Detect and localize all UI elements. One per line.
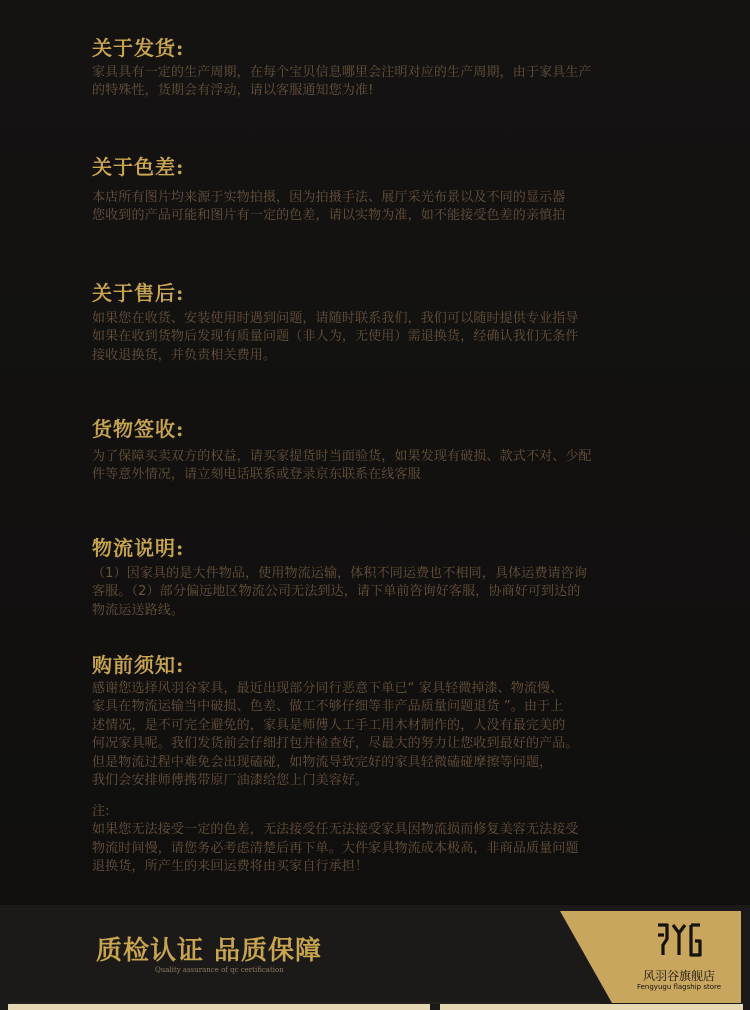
banner-title: 质检认证 品质保障 (96, 936, 323, 966)
body-line: 家具在物流运输当中破损、色差、做工不够仔细等非产品质量问题退货 ”。由于上 (92, 699, 564, 715)
body-line: 的特殊性，货期会有浮动，请以客服通知您为准! (92, 83, 374, 99)
body-line: 感谢您选择风羽谷家具，最近出现部分同行恶意下单已“ 家具轻微掉漆、物流慢、 (92, 681, 564, 696)
section-body (92, 189, 682, 226)
note-label: 注: (92, 804, 110, 819)
body-line: 何况家具呢。我们发货前会仔细打包并检查好，尽最大的努力让您收到最好的产品。 (92, 736, 579, 752)
brand-name: 风羽谷旗舰店 (642, 969, 715, 983)
section-heading: 关于色差: (92, 155, 185, 179)
section-body (92, 64, 682, 101)
banner-subtitle: Quality assurance of qc certification (155, 966, 284, 974)
body-line: 物流运送路线。 (92, 602, 185, 618)
body-line: 如果在收到货物后发现有质量问题（非人为，无使用）需退换货，经确认我们无条件 (92, 329, 579, 345)
section-heading: 货物签收: (92, 417, 185, 441)
body-line: 为了保障买卖双方的权益，请买家提货时当面验货，如果发现有破损、款式不对、少配 (92, 449, 592, 464)
body-line: 本店所有图片均来源于实物拍摄，因为拍摄手法、展厅采光布景以及不同的显示器 (92, 190, 566, 205)
body-line: （1）因家具的是大件物品，使用物流运输，体积不同运费也不相同，具体运费请咨询 (92, 566, 587, 581)
section-body (92, 448, 682, 485)
section-heading: 物流说明: (92, 536, 185, 560)
body-line: 件等意外情况，请立刻电话联系或登录京东联系在线客服 (92, 467, 421, 483)
note-body (92, 803, 682, 877)
note-line: 如果您无法接受一定的色差，无法接受任无法接受家具因物流损而修复美容无法接受 (92, 822, 579, 838)
note-line: 退换货，所产生的来回运费将由买家自行承担！ (92, 859, 369, 875)
body-line: 我们会安排师傅携带原厂油漆给您上门美容好。 (92, 773, 369, 789)
quality-banner (0, 905, 750, 1010)
body-line: 您收到的产品可能和图片有一定的色差，请以实物为准，如不能接受色差的亲慎拍 (92, 208, 566, 224)
section-heading: 关于发货: (92, 36, 185, 60)
section-body (92, 565, 682, 620)
section-heading: 购前须知: (92, 653, 185, 677)
body-line: 客服。（2）部分偏远地区物流公司无法到达，请下单前咨询好客服，协商好可到达的 (92, 584, 581, 600)
note-line: 物流时间慢，请您务必考虑清楚后再下单。大件家具物流成本极高，非商品质量问题 (92, 840, 579, 856)
body-line: 但是物流过程中难免会出现磕碰，如物流导致完好的家具轻微磕碰摩擦等问题， (92, 754, 553, 770)
product-image-strip-right (440, 1004, 743, 1010)
body-line: 家具具有一定的生产周期，在每个宝贝信息哪里会注明对应的生产周期，由于家具生产 (92, 65, 592, 80)
product-image-strip-left (8, 1004, 430, 1010)
section-heading: 关于售后: (92, 281, 185, 305)
body-line: 如果您在收货、安装使用时遇到问题，请随时联系我们，我们可以随时提供专业指导 (92, 311, 579, 326)
section-body (92, 680, 682, 790)
stylized-fyg-logo-icon (654, 919, 704, 959)
brand-name-en: Fengyugu flagship store (636, 983, 722, 991)
brand-badge (617, 911, 741, 1003)
body-line: 述情况，是不可完全避免的，家具是师傅人工手工用木材制作的，人没有最完美的 (92, 717, 566, 733)
body-line: 接收退换货，并负责相关费用。 (92, 347, 277, 363)
section-body (92, 310, 682, 365)
